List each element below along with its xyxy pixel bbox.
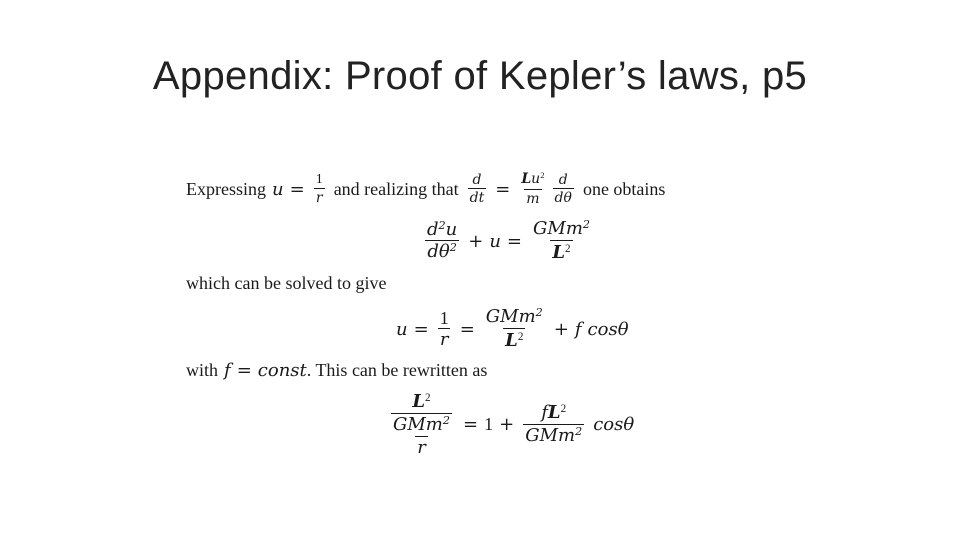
den-dtheta2: $d\theta^2$	[427, 241, 457, 263]
frac-fl2-gmm2	[523, 403, 584, 446]
den-r: r	[315, 190, 323, 207]
eq-sign: =	[459, 318, 475, 340]
plus-sign: +	[468, 230, 484, 252]
var-u: u	[272, 178, 284, 200]
text-one-obtains: one obtains	[582, 178, 666, 199]
plus-sign: +	[499, 414, 515, 436]
den-r: r	[417, 436, 426, 458]
num-d: d	[558, 171, 568, 188]
frac-l2-gmm2	[391, 392, 452, 435]
line-expressing	[186, 172, 665, 206]
equation-differential	[422, 217, 595, 263]
equation-solution	[396, 305, 629, 351]
frac-compound	[389, 392, 454, 458]
frac-lu2-over-m	[519, 172, 546, 206]
eq-sign: =	[463, 414, 479, 436]
var-f: f	[224, 360, 231, 381]
num-gmm2: GMm$^2$	[533, 217, 591, 239]
den-l2: $L^2$	[505, 329, 524, 351]
frac-d2u-dtheta2	[425, 218, 459, 263]
text-with: with	[186, 360, 219, 380]
num-d: d	[472, 171, 482, 188]
frac-one-over-r	[438, 309, 451, 351]
eq-sign: =	[506, 230, 523, 252]
den-r: r	[439, 329, 449, 351]
cos-theta: cosθ	[587, 318, 629, 340]
text-and-realizing: and realizing that	[333, 178, 459, 199]
den-dt: dt	[469, 190, 485, 207]
frac-d-dtheta	[553, 173, 574, 206]
cos-theta: cosθ	[593, 414, 635, 436]
var-u: u	[489, 230, 501, 252]
frac-gmm2-l2	[531, 217, 592, 263]
equation-orbit	[386, 392, 634, 458]
slide-title: Appendix: Proof of Kepler’s laws, p5	[152, 54, 808, 98]
num-fl2: $fL^2$	[541, 402, 567, 424]
frac-gmm2-l2	[484, 305, 545, 351]
num-l2: $L^2$	[412, 391, 431, 412]
eq-sign: =	[236, 360, 252, 381]
num-gmm2: GMm$^2$	[485, 305, 543, 327]
const: const	[257, 360, 307, 381]
line-which-can-be-solved	[186, 273, 386, 294]
num-one: 1	[315, 171, 323, 187]
var-u: u	[396, 318, 408, 340]
text-which-can-be-solved: which can be solved to give	[186, 273, 387, 293]
num-lu2: Lu$^2$	[521, 170, 545, 187]
var-f: f	[574, 318, 582, 340]
plus-sign: +	[553, 318, 569, 340]
line-with-f-const	[186, 360, 487, 381]
num-one: 1	[484, 414, 494, 435]
eq-sign: =	[495, 178, 511, 200]
num-compound	[389, 392, 454, 436]
eq-sign: =	[413, 318, 429, 340]
num-one: 1	[439, 307, 449, 328]
eq-sign: =	[289, 178, 305, 200]
den-l2: $L^2$	[552, 241, 571, 263]
frac-one-over-r	[314, 173, 325, 206]
den-gmm2: GMm$^2$	[525, 425, 583, 447]
text-expressing: Expressing	[186, 178, 266, 199]
text-this-can-be-rewritten: . This can be rewritten as	[306, 360, 488, 380]
frac-d-dt	[468, 173, 487, 206]
den-gmm2: GMm$^2$	[393, 413, 450, 435]
den-dtheta: dθ	[554, 190, 572, 207]
den-m: m	[526, 190, 540, 207]
num-d2u: $d^2u$	[427, 218, 458, 240]
